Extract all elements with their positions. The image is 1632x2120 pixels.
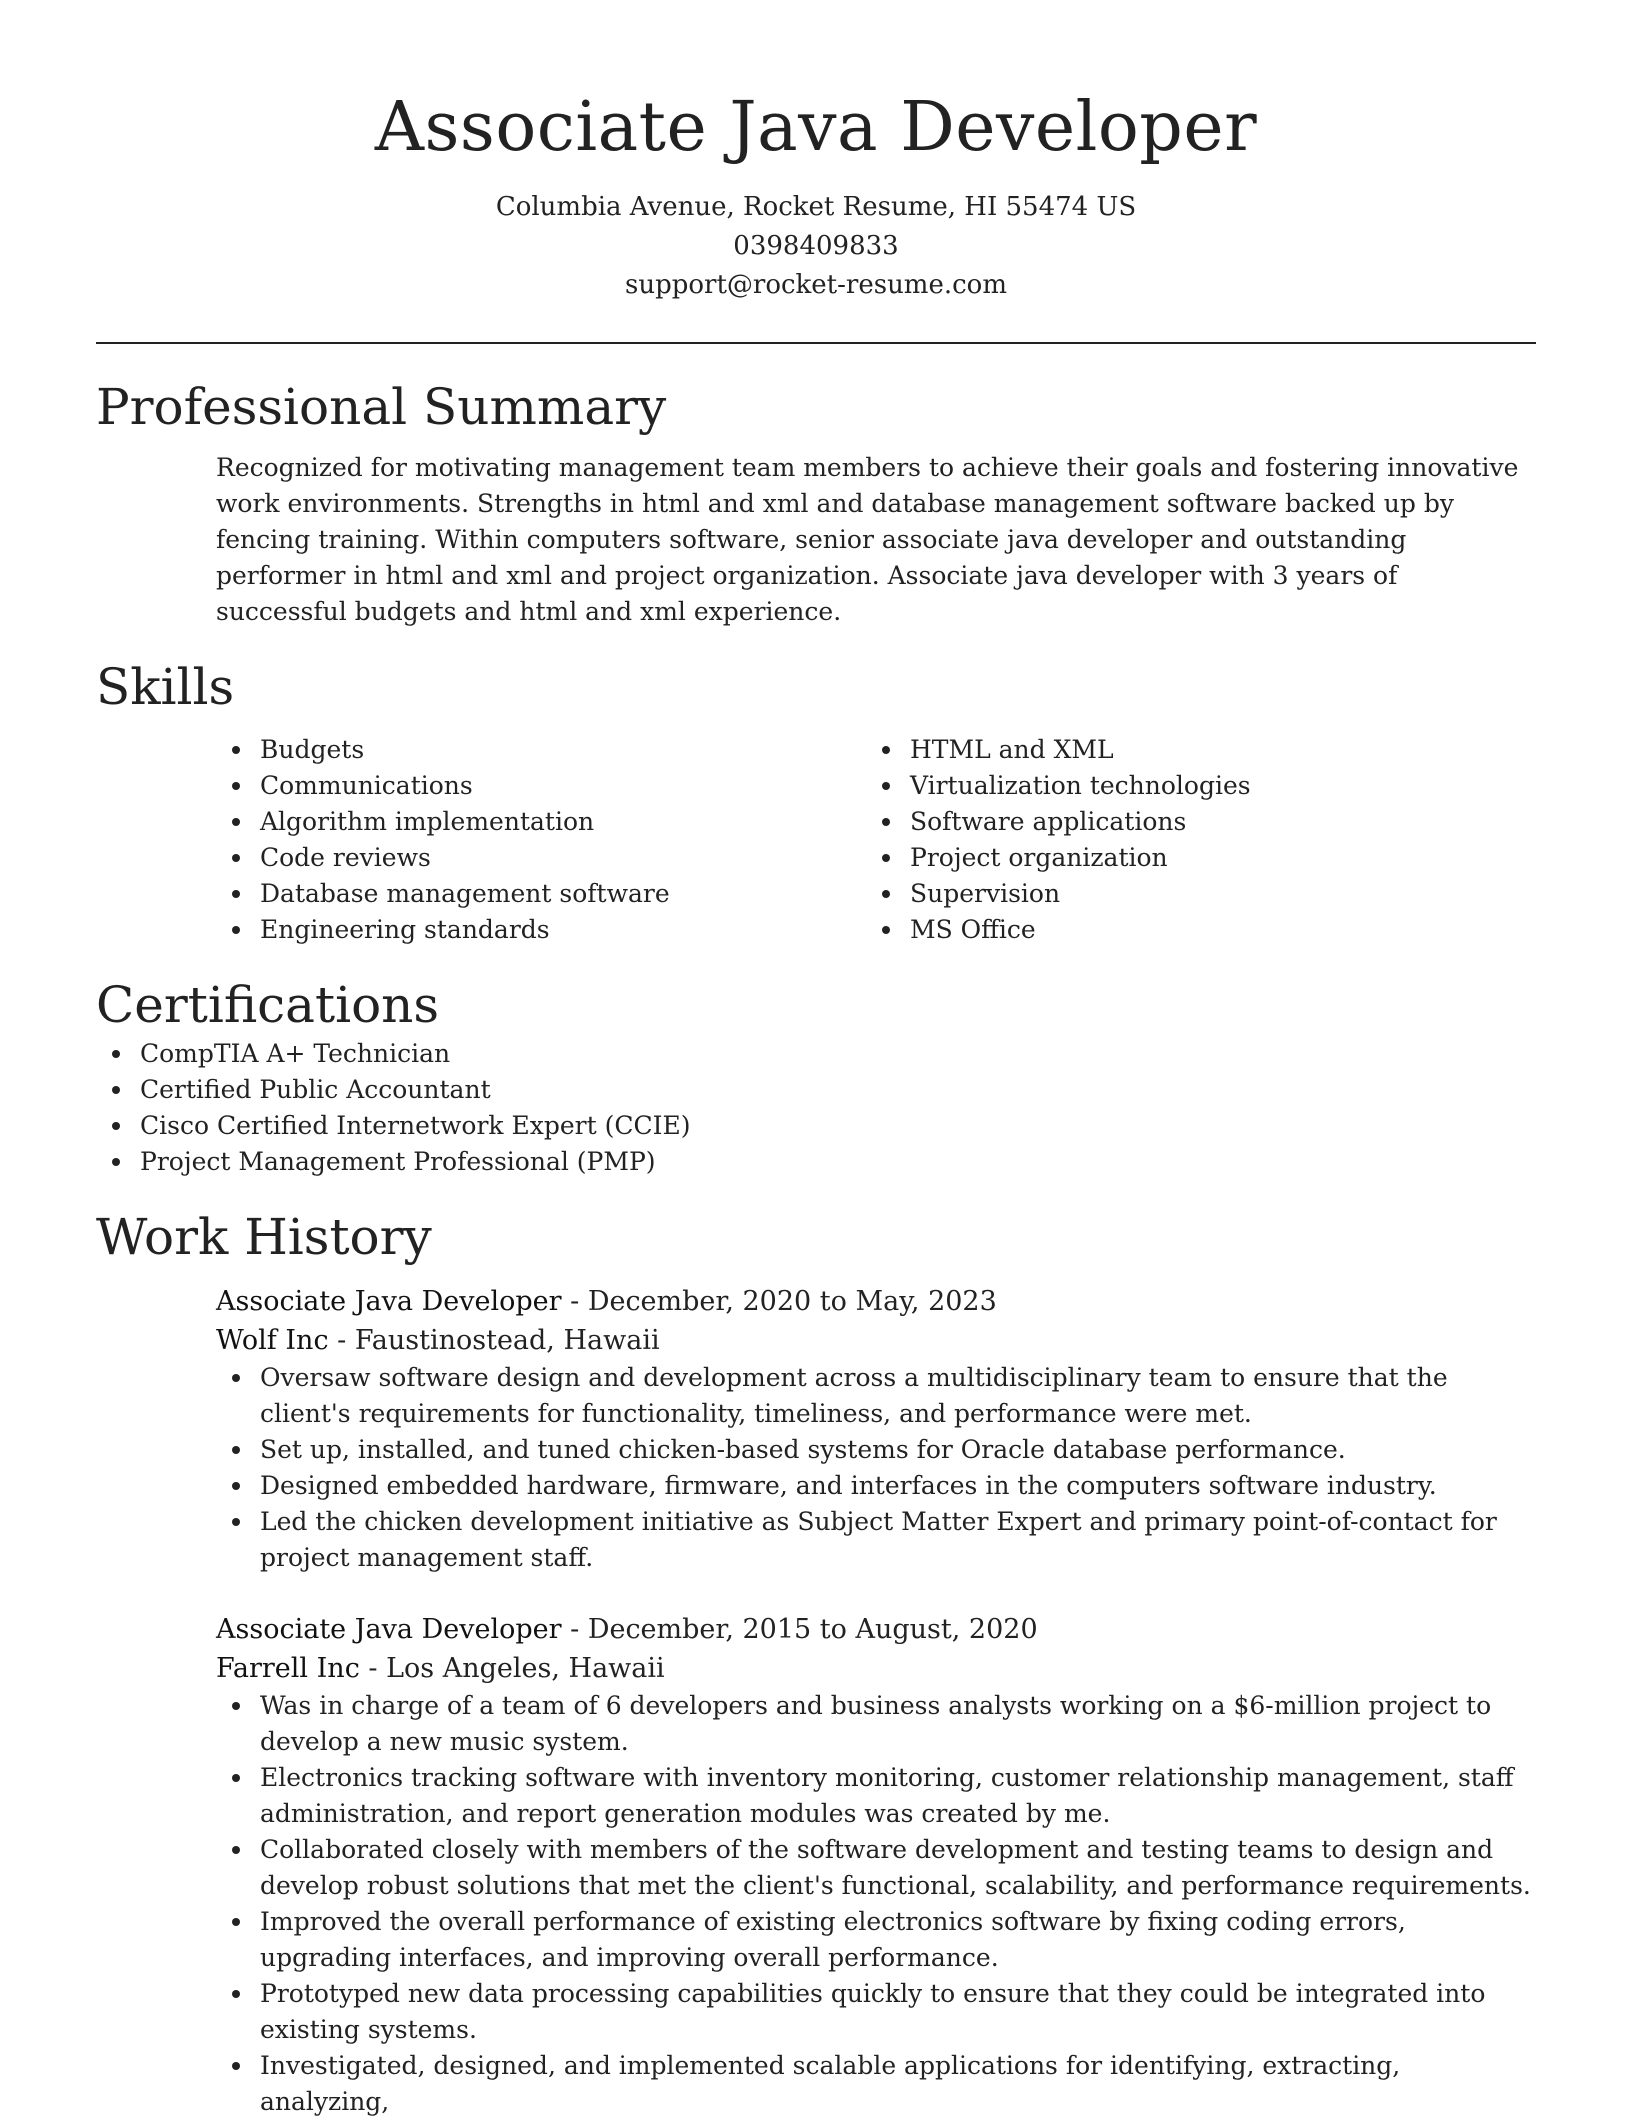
job-dates: December, 2020 to May, 2023 xyxy=(587,1286,997,1317)
job-duty-item: Designed embedded hardware, firmware, and interfaces in the computers software industry. xyxy=(216,1468,1536,1504)
summary-heading: Professional Summary xyxy=(96,378,667,436)
skills-list-left xyxy=(216,732,866,948)
job-role: Associate Java Developer xyxy=(216,1286,562,1317)
job-duty-item: Oversaw software design and development across a multidisciplinary team to ensure that the client's requirements for functionality, timeliness, and performance were met. xyxy=(216,1360,1536,1432)
header-divider xyxy=(96,342,1536,344)
certifications-list xyxy=(96,1036,1536,1180)
job-location: Los Angeles, Hawaii xyxy=(386,1653,665,1684)
job-duty-item: Set up, installed, and tuned chicken-based systems for Oracle database performance. xyxy=(216,1432,1536,1468)
job-company-line: Farrell Inc - Los Angeles, Hawaii xyxy=(216,1653,665,1684)
skill-item: Supervision xyxy=(866,876,1516,912)
job-entry xyxy=(216,1282,1536,1576)
contact-address: Columbia Avenue, Rocket Resume, HI 55474 US xyxy=(495,192,1137,222)
job-role: Associate Java Developer xyxy=(216,1614,562,1645)
certifications-heading: Certifications xyxy=(96,976,440,1034)
job-title-line: Associate Java Developer - December, 2015 to August, 2020 xyxy=(216,1614,1038,1645)
job-duties-list xyxy=(216,1688,1536,2120)
skill-item: HTML and XML xyxy=(866,732,1516,768)
skills-list-right xyxy=(866,732,1516,948)
skill-item: MS Office xyxy=(866,912,1516,948)
resume-header xyxy=(96,0,1536,305)
job-company: Farrell Inc xyxy=(216,1653,360,1684)
job-duty-item: Collaborated closely with members of the software development and testing teams to design and develop robust solutions that met the client's functional, scalability, and performance requirements. xyxy=(216,1832,1536,1904)
job-title-line: Associate Java Developer - December, 2020 to May, 2023 xyxy=(216,1286,997,1317)
job-duty-item: Electronics tracking software with inventory monitoring, customer relationship management, staff administration, and report generation modules was created by me. xyxy=(216,1760,1536,1832)
job-entry xyxy=(216,1610,1536,2120)
skills-heading: Skills xyxy=(96,658,235,716)
job-dates: December, 2015 to August, 2020 xyxy=(587,1614,1038,1645)
summary-text: Recognized for motivating management team members to achieve their goals and fostering innovative work environments. Strengths in html and xml and database management software backed up by fencing training. Within computers software, senior associate java developer and outstanding performer in html and xml and project organization. Associate java developer with 3 years of successful budgets and html and xml experience. xyxy=(216,453,1519,626)
skill-item: Software applications xyxy=(866,804,1516,840)
candidate-name: Associate Java Developer xyxy=(374,88,1258,167)
contact-phone: 0398409833 xyxy=(733,231,899,261)
contact-email: support@rocket-resume.com xyxy=(624,270,1007,300)
skill-item: Project organization xyxy=(866,840,1516,876)
certification-item: Certified Public Accountant xyxy=(96,1072,1536,1108)
certification-item: CompTIA A+ Technician xyxy=(96,1036,1536,1072)
certification-item: Cisco Certified Internetwork Expert (CCIE) xyxy=(96,1108,1536,1144)
job-duty-item: Was in charge of a team of 6 developers and business analysts working on a $6-million project to develop a new music system. xyxy=(216,1688,1536,1760)
skill-item: Communications xyxy=(216,768,866,804)
job-company-line: Wolf Inc - Faustinostead, Hawaii xyxy=(216,1325,660,1356)
work-history-heading: Work History xyxy=(96,1208,432,1266)
job-duty-item: Investigated, designed, and implemented scalable applications for identifying, extracting, analyzing, xyxy=(216,2048,1536,2120)
resume-page xyxy=(96,0,1536,2120)
job-duties-list xyxy=(216,1360,1536,1576)
job-location: Faustinostead, Hawaii xyxy=(354,1325,660,1356)
skills-column-right xyxy=(866,732,1516,948)
skill-item: Database management software xyxy=(216,876,866,912)
skill-item: Virtualization technologies xyxy=(866,768,1516,804)
job-company: Wolf Inc xyxy=(216,1325,329,1356)
skills-columns xyxy=(216,732,1536,948)
skill-item: Algorithm implementation xyxy=(216,804,866,840)
skill-item: Budgets xyxy=(216,732,866,768)
skills-column-left xyxy=(216,732,866,948)
certification-item: Project Management Professional (PMP) xyxy=(96,1144,1536,1180)
job-duty-item: Improved the overall performance of existing electronics software by fixing coding errors, upgrading interfaces, and improving overall performance. xyxy=(216,1904,1536,1976)
job-duty-item: Led the chicken development initiative as Subject Matter Expert and primary point-of-contact for project management staff. xyxy=(216,1504,1536,1576)
skill-item: Engineering standards xyxy=(216,912,866,948)
job-duty-item: Prototyped new data processing capabilities quickly to ensure that they could be integrated into existing systems. xyxy=(216,1976,1536,2048)
skill-item: Code reviews xyxy=(216,840,866,876)
